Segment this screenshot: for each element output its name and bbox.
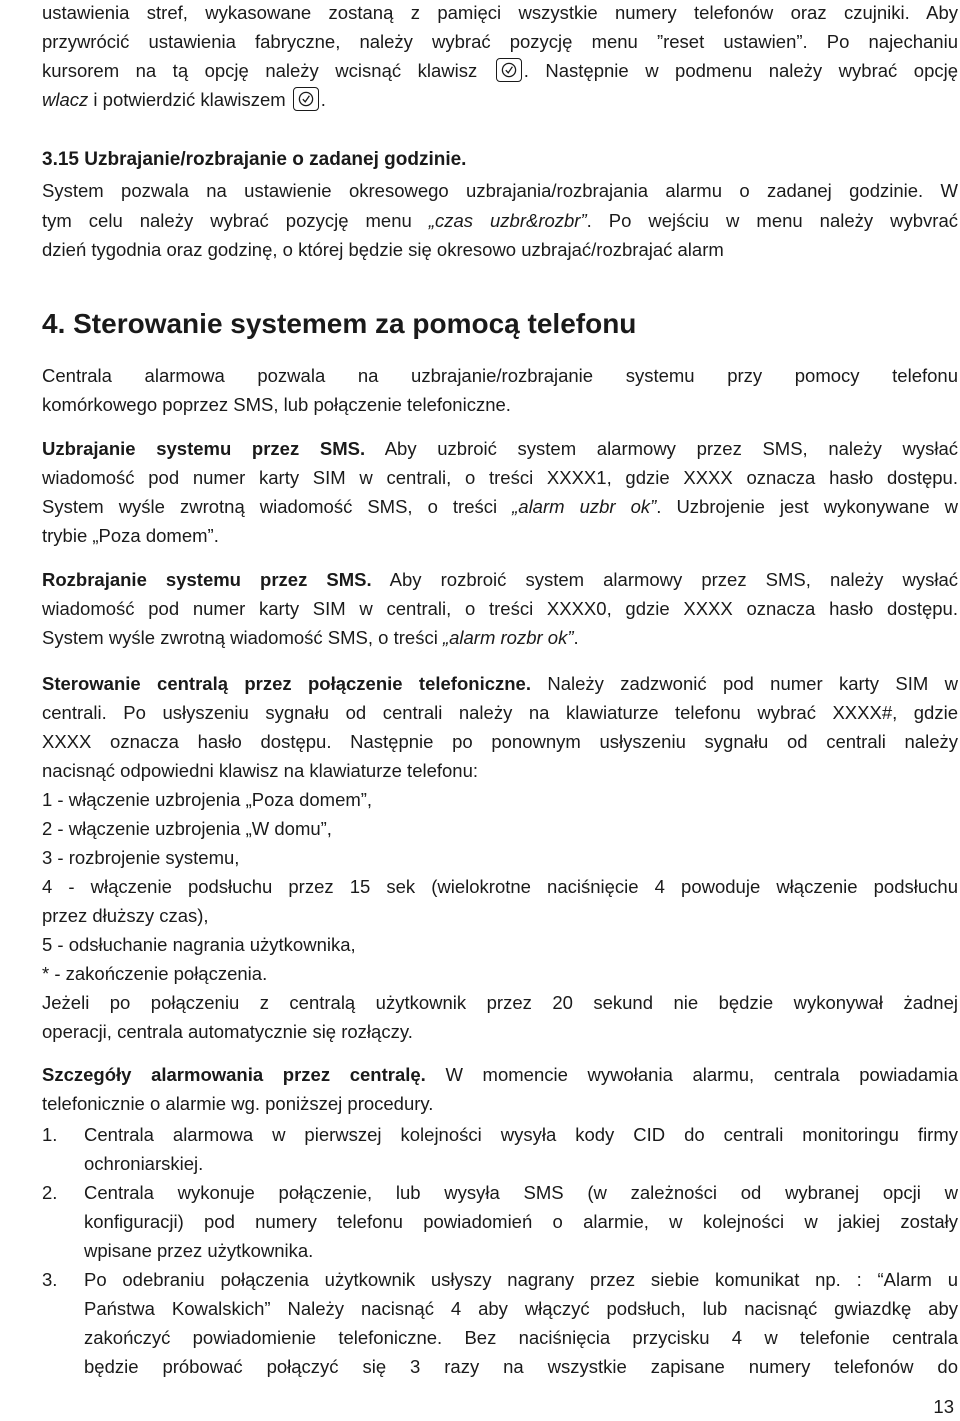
key-option-4-line-1: 4 - włączenie podsłuchu przez 15 sek (wielokrotne naciśnięcie 4 powoduje włączenie podsłuchu: [42, 876, 958, 897]
list-item-line: wpisane przez użytkownika.: [84, 1240, 314, 1261]
key-option-3: 3 - rozbrojenie systemu,: [42, 847, 240, 868]
list-item-line: Państwa Kowalskich” Należy nacisnąć 4 aby włączyć podsłuch, lub nacisnąć gwiazdkę aby: [84, 1298, 958, 1319]
s4-p4-line-2: centrali. Po usłyszeniu sygnału od centrali należy na klawiaturze telefonu wybrać XXXX#, gdzie: [42, 702, 958, 723]
s4-p4-line-1: Sterowanie centralą przez połączenie telefoniczne. Należy zadzwonić pod numer karty SIM w: [42, 673, 959, 694]
s4-p4-end-line-1: Jeżeli po połączeniu z centralą użytkownik przez 20 sekund nie będzie wykonywał żadnej: [42, 992, 958, 1013]
s4-p1-line-2: komórkowego poprzez SMS, lub połączenie telefoniczne.: [42, 394, 511, 415]
s4-p3-line-2: wiadomość pod numer karty SIM w centrali, o treści XXXX0, gdzie XXXX oznacza hasło dostępu.: [42, 598, 958, 619]
list-item-line: zakończyć powiadomienie telefoniczne. Bez naciśnięcia przycisku 4 w telefonie centrala: [84, 1327, 958, 1348]
s4-p1-line-1: Centrala alarmowa pozwala na uzbrajanie/rozbrajanie systemu przy pomocy telefonu: [42, 365, 958, 386]
intro-line-2: przywrócić ustawienia fabryczne, należy wybrać pozycję menu ”reset ustawien”. Po najechaniu: [42, 31, 958, 52]
s4-p4-line-4: nacisnąć odpowiedni klawisz na klawiaturze telefonu:: [42, 760, 479, 781]
s4-p2-line-2: wiadomość pod numer karty SIM w centrali, o treści XXXX1, gdzie XXXX oznacza hasło dostępu.: [42, 467, 958, 488]
ok-key-icon: [496, 58, 522, 82]
s4-p4-end-line-2: operacji, centrala automatycznie się rozłączy.: [42, 1021, 413, 1042]
list-item-line: Centrala alarmowa w pierwszej kolejności wysyła kody CID do centrali monitoringu firmy: [84, 1124, 958, 1145]
s4-p5-line-1: Szczegóły alarmowania przez centralę. W momencie wywołania alarmu, centrala powiadamia: [42, 1064, 958, 1085]
list-number: 2.: [42, 1182, 58, 1203]
list-item-line: konfiguracji) pod numery telefonu powiadomień o alarmie, w kolejności w jakiej zostały: [84, 1211, 958, 1232]
section-4-heading: 4. Sterowanie systemem za pomocą telefonu: [42, 308, 637, 339]
s4-p2-line-1: Uzbrajanie systemu przez SMS. Aby uzbroić system alarmowy przez SMS, należy wysłać: [42, 438, 958, 459]
s315-line-3: dzień tygodnia oraz godzinę, o której będzie się okresowo uzbrajać/rozbrajać alarm: [42, 239, 724, 260]
key-option-star: * - zakończenie połączenia.: [42, 963, 268, 984]
intro-line-1: ustawienia stref, wykasowane zostaną z pamięci wszystkie numery telefonów oraz czujniki. Aby: [42, 2, 958, 23]
section-3-15-heading: 3.15 Uzbrajanie/rozbrajanie o zadanej godzinie.: [42, 149, 467, 170]
s315-line-1: System pozwala na ustawienie okresowego uzbrajania/rozbrajania alarmu o zadanej godzinie. W: [42, 180, 958, 201]
list-item-line: będzie próbować połączyć się 3 razy na wszystkie zapisane numery telefonów do: [84, 1356, 958, 1377]
ok-key-icon: [293, 87, 319, 111]
list-number: 3.: [42, 1269, 58, 1290]
key-option-1: 1 - włączenie uzbrojenia „Poza domem”,: [42, 789, 373, 810]
intro-line-3: kursorem na tą opcję należy wcisnąć klawisz . Następnie w podmenu należy wybrać opcję: [42, 60, 959, 81]
s4-p4-line-3: XXXX oznacza hasło dostępu. Następnie po ponownym usłyszeniu sygnału od centrali należy: [42, 731, 958, 752]
s4-p3-line-1: Rozbrajanie systemu przez SMS. Aby rozbroić system alarmowy przez SMS, należy wysłać: [42, 569, 958, 590]
s4-p2-line-3: System wyśle zwrotną wiadomość SMS, o treści „alarm uzbr ok”. Uzbrojenie jest wykonywane w: [42, 496, 959, 517]
list-item-line: Po odebraniu połączenia użytkownik usłyszy nagrany przez siebie komunikat np. : “Alarm u: [84, 1269, 958, 1290]
intro-line-4: wlacz i potwierdzić klawiszem .: [42, 89, 326, 110]
s315-line-2: tym celu należy wybrać pozycję menu „czas uzbr&rozbr”. Po wejściu w menu należy wybvrać: [42, 210, 959, 231]
s4-p3-line-3: System wyśle zwrotną wiadomość SMS, o treści „alarm rozbr ok”.: [42, 627, 579, 648]
s4-p2-line-4: trybie „Poza domem”.: [42, 525, 219, 546]
list-item-line: Centrala wykonuje połączenie, lub wysyła SMS (w zależności od wybranej opcji w: [84, 1182, 958, 1203]
key-option-4-line-2: przez dłuższy czas),: [42, 905, 209, 926]
list-item-line: ochroniarskiej.: [84, 1153, 204, 1174]
s4-p5-line-2: telefonicznie o alarmie wg. poniższej procedury.: [42, 1093, 434, 1114]
list-number: 1.: [42, 1124, 58, 1145]
page-number: 13: [933, 1396, 954, 1417]
key-option-5: 5 - odsłuchanie nagrania użytkownika,: [42, 934, 356, 955]
key-option-2: 2 - włączenie uzbrojenia „W domu”,: [42, 818, 332, 839]
